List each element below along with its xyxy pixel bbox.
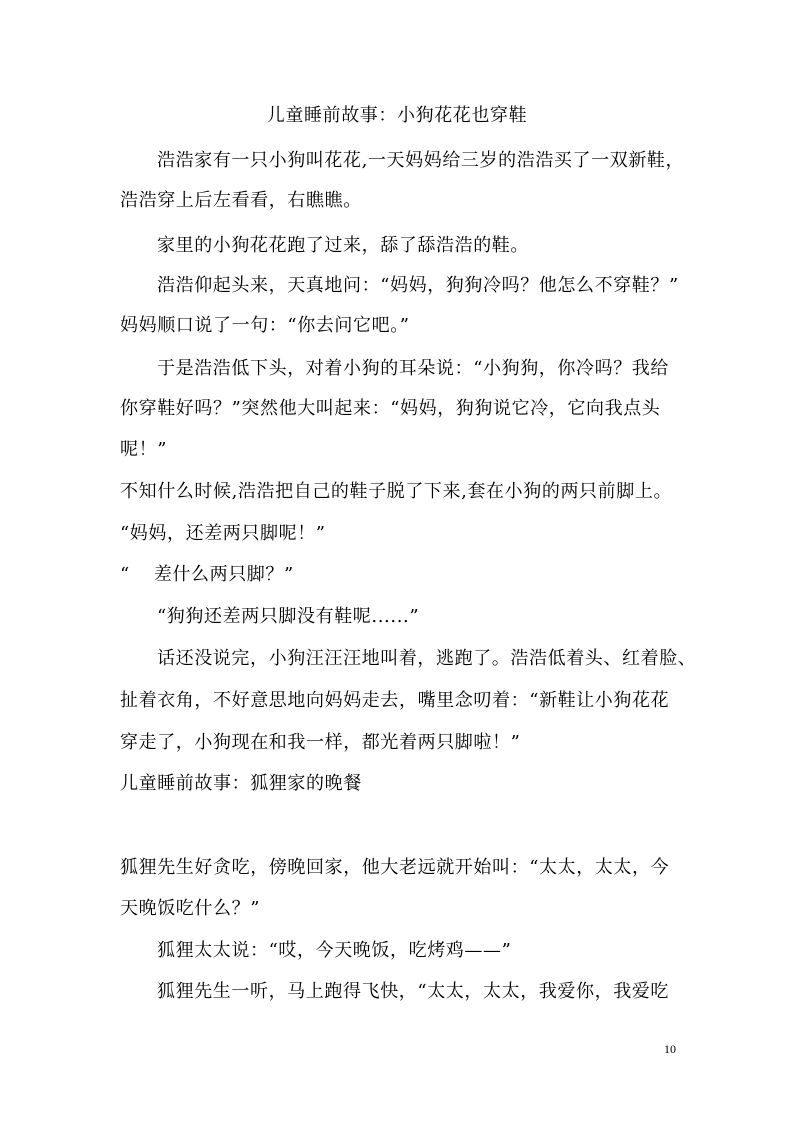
story1-line-5: 妈妈顺口说了一句：“你去问它吧。” — [120, 315, 410, 336]
story1-line-7: 你穿鞋好吗？”突然他大叫起来：“妈妈，狗狗说它冷，它向我点头 — [120, 398, 661, 419]
story1-line-2: 浩浩穿上后左看看，右瞧瞧。 — [120, 190, 362, 211]
story1-line-14: 扯着衣角，不好意思地向妈妈走去，嘴里念叨着：“新鞋让小狗花花 — [120, 690, 670, 711]
story2-line-1: 狐狸先生好贪吃，傍晚回家，他大老远就开始叫：“太太，太太，今 — [120, 857, 670, 878]
story1-line-15: 穿走了，小狗现在和我一样，都光着两只脚啦！” — [120, 732, 521, 753]
story1-line-9: 不知什么时候,浩浩把自己的鞋子脱了下来,套在小狗的两只前脚上。 — [120, 481, 673, 502]
story1-line-13: 话还没说完，小狗汪汪汪地叫着，逃跑了。浩浩低着头、红着脸、 — [157, 648, 697, 669]
story1-line-6: 于是浩浩低下头，对着小狗的耳朵说：“小狗狗，你冷吗？我给 — [157, 358, 669, 379]
story1-line-10: “妈妈，还差两只脚呢！” — [120, 523, 326, 544]
story2-title: 儿童睡前故事：狐狸家的晚餐 — [120, 773, 362, 794]
story1-title: 儿童睡前故事：小狗花花也穿鞋 — [266, 105, 528, 126]
story1-line-1: 浩浩家有一只小狗叫花花,一天妈妈给三岁的浩浩买了一双新鞋， — [157, 150, 685, 171]
story1-line-4: 浩浩仰起头来，天真地问：“妈妈，狗狗冷吗？他怎么不穿鞋？” — [157, 275, 679, 296]
story1-line-8: 呢！” — [120, 439, 168, 460]
story2-line-4: 狐狸先生一听，马上跑得飞快，“太太，太太，我爱你，我爱吃 — [157, 981, 669, 1002]
story1-line-3: 家里的小狗花花跑了过来，舔了舔浩浩的鞋。 — [157, 235, 529, 256]
story2-line-3: 狐狸太太说：“哎，今天晚饭，吃烤鸡——” — [157, 940, 512, 961]
story1-line-11 — [120, 563, 294, 587]
story1-line-12: “狗狗还差两只脚没有鞋呢......” — [157, 606, 420, 627]
story1-line-11-text: 差什么两只脚？” — [153, 564, 294, 585]
open-quote-mark: “ — [120, 564, 130, 585]
story2-line-2: 天晚饭吃什么？” — [120, 898, 261, 919]
page-number: 10 — [664, 1042, 676, 1056]
